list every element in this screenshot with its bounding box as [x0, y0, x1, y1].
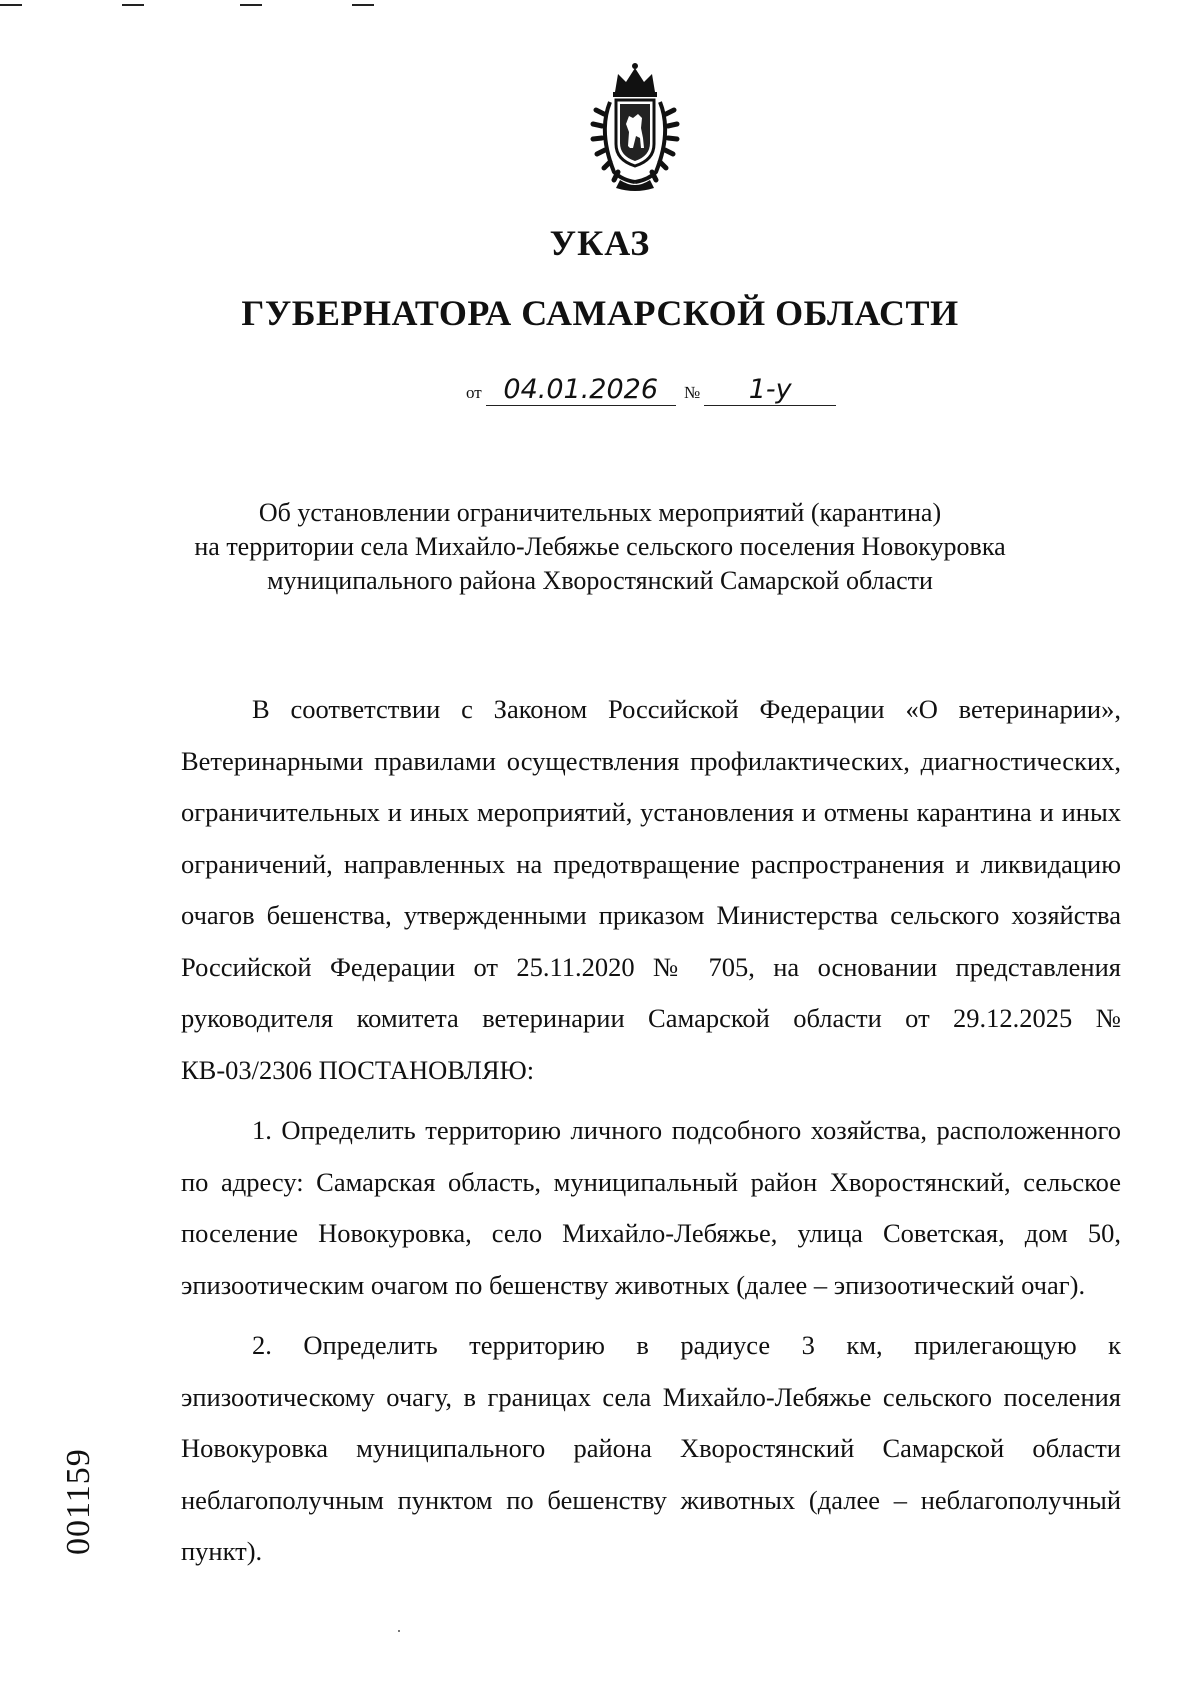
document-number: 1-у: [704, 375, 836, 406]
clause-1: 1. Определить территорию личного подсобного хозяйства, расположенного по адресу: Самарская область, муниципальный район Хворостянский, сельское поселение Новокуровка, село Михайло-Лебяжье, улица Советская, дом 50, эпизоотическим очагом по бешенству животных (далее – эпизоотический очаг).: [181, 1115, 1121, 1300]
samara-coat-of-arms-icon: [580, 62, 690, 192]
clause-2: 2. Определить территорию в радиусе 3 км, прилегающую к эпизоотическому очагу, в границах села Михайло-Лебяжье сельского поселения Новокуровка муниципального района Хворостянский Самарской области неблагополучным пунктом по бешенству животных (далее – неблагополучный пункт).: [181, 1330, 1121, 1566]
preamble-paragraph: В соответствии с Законом Российской Федерации «О ветеринарии», Ветеринарными правилами осуществления профилактических, диагностических, ограничительных и иных мероприятий, установления и отмены карантина и иных ограничений, направленных на предотвращение распространения и ликвидацию очагов бешенства, утвержденными приказом Министерства сельского хозяйства Российской Федерации от 25.11.2020 № 705, на основании представления руководителя комитета ветеринарии Самарской области от 29.12.2025 № КВ-03/2306 ПОСТАНОВЛЯЮ:: [181, 694, 1121, 1085]
date-label: от: [466, 383, 482, 402]
document-subject: [0, 496, 1200, 598]
scan-speck: [398, 1630, 400, 1632]
scan-edge-marks: [0, 0, 1200, 12]
document-date: 04.01.2026: [486, 375, 676, 406]
registry-serial-number: 001159: [60, 1448, 97, 1555]
number-label: №: [683, 383, 701, 402]
subject-line: на территории села Михайло-Лебяжье сельского поселения Новокуровка: [194, 532, 1006, 561]
subject-line: Об установлении ограничительных мероприятий (карантина): [258, 498, 942, 527]
registration-line: [462, 375, 836, 406]
document-type: УКАЗ: [549, 223, 651, 263]
issuer-title: ГУБЕРНАТОРА САМАРСКОЙ ОБЛАСТИ: [241, 293, 959, 333]
subject-line: муниципального района Хворостянский Самарской области: [267, 566, 933, 595]
document-body: [181, 684, 1121, 1587]
